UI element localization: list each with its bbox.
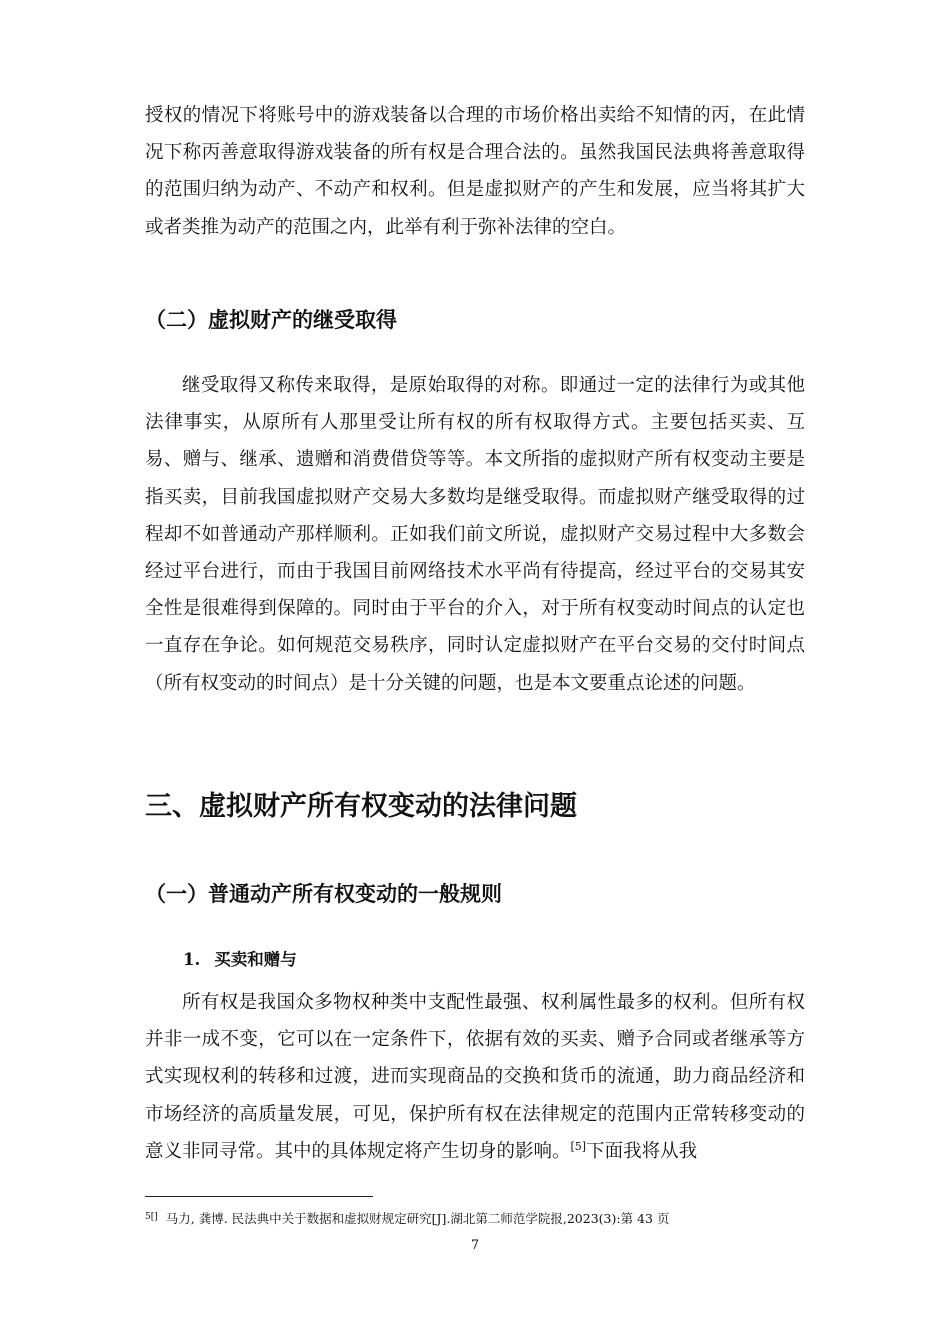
paragraph-ownership-text: 所有权是我国众多物权种类中支配性最强、权利属性最多的权利。但所有权并非一成不变，它可以在一定条件下，依据有效的买卖、赠予合同或者继承等方式实现权利的转移和过渡，进而实现商品的交换和货币的流通，助力商品经济和市场经济的高质量发展，可见，保护所有权在法律规定的范围内正常转移变动的意义非同寻常。其中的具体规定将产生切身的影响。 — [145, 992, 805, 1162]
heading-number: 1. — [183, 950, 201, 969]
heading-inherited-acquisition: （二）虚拟财产的继受取得 — [145, 308, 397, 332]
heading-text: 买卖和赠与 — [214, 950, 297, 969]
footnote-mark: 5[] — [145, 1212, 158, 1222]
heading-chapter-three: 三、虚拟财产所有权变动的法律问题 — [145, 791, 577, 822]
paragraph-ownership — [145, 984, 805, 1170]
citation-ref-5[interactable]: [5] — [570, 1139, 587, 1153]
footnote — [145, 1208, 669, 1228]
heading-sale-and-gift — [183, 948, 297, 972]
heading-general-rules: （一）普通动产所有权变动的一般规则 — [145, 882, 502, 906]
page-number: 7 — [470, 1238, 480, 1253]
paragraph-ownership-continuation: 下面我将从我 — [586, 1140, 698, 1162]
paragraph-good-faith-acquisition: 授权的情况下将账号中的游戏装备以合理的市场价格出卖给不知情的丙，在此情况下称丙善意取得游戏装备的所有权是合理合法的。虽然我国民法典将善意取得的范围归纳为动产、不动产和权利。但是虚拟财产的产生和发展，应当将其扩大或者类推为动产的范围之内，此举有利于弥补法律的空白。 — [145, 105, 805, 238]
footnote-text: 马力, 龚博. 民法典中关于数据和虚拟财规定研究[J].湖北第二师范学院报,2023(3):第 43 页 — [165, 1211, 670, 1226]
footnote-separator — [145, 1196, 373, 1197]
paragraph-inherited-acquisition: 继受取得又称传来取得，是原始取得的对称。即通过一定的法律行为或其他法律事实，从原所有人那里受让所有权的所有权取得方式。主要包括买卖、互易、赠与、继承、遗赠和消费借贷等等。本文所指的虚拟财产所有权变动主要是指买卖，目前我国虚拟财产交易大多数均是继受取得。而虚拟财产继受取得的过程却不如普通动产那样顺利。正如我们前文所说，虚拟财产交易过程中大多数会经过平台进行，而由于我国目前网络技术水平尚有待提高，经过平台的交易其安全性是很难得到保障的。同时由于平台的介入，对于所有权变动时间点的认定也一直存在争论。如何规范交易秩序，同时认定虚拟财产在平台交易的交付时间点（所有权变动的时间点）是十分关键的问题，也是本文要重点论述的问题。 — [145, 375, 805, 694]
